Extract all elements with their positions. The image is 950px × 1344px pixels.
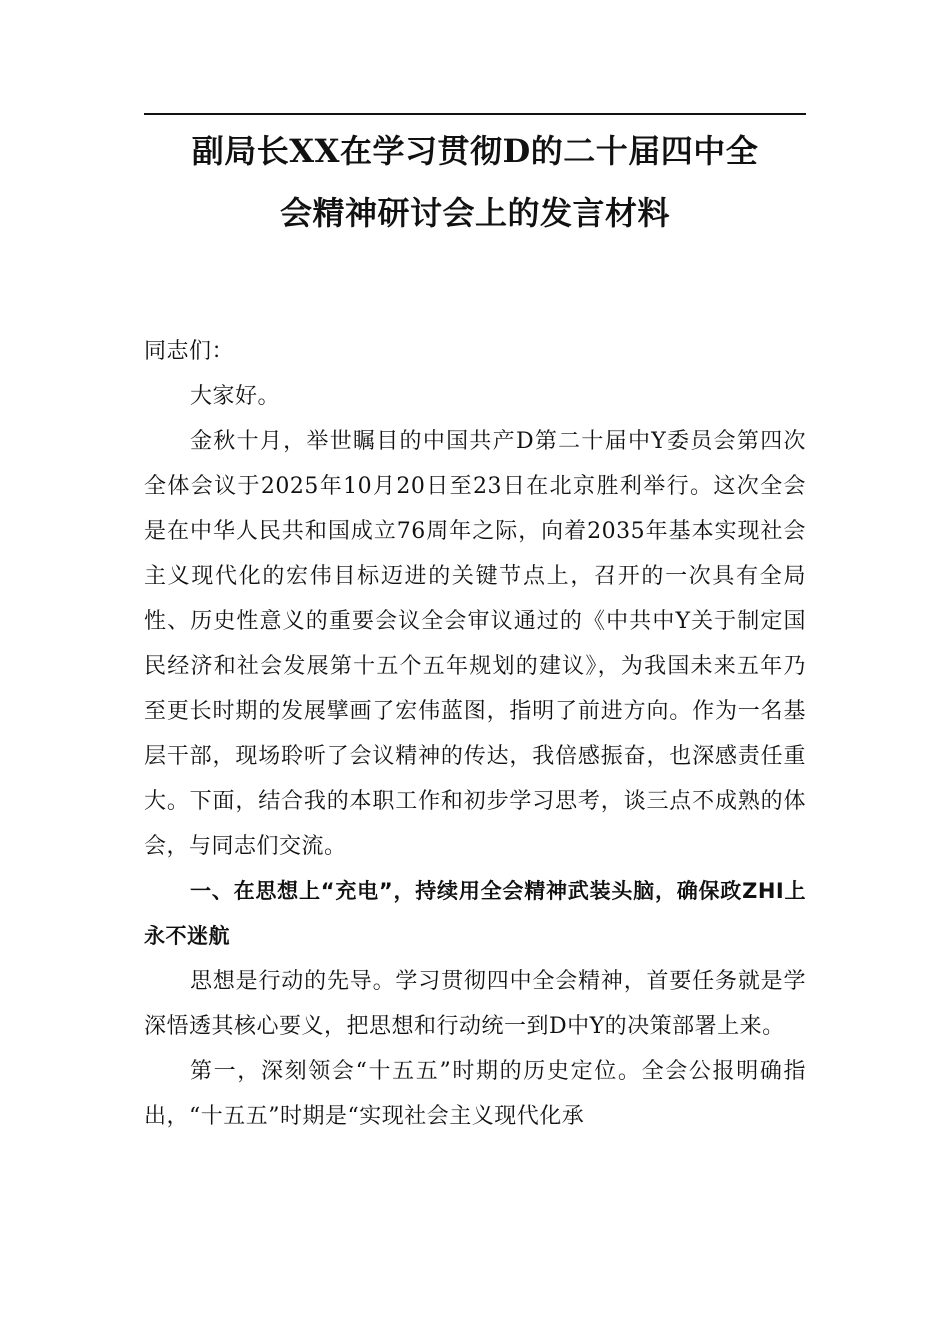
paragraph-first-point: 第一，深刻领会“十五五”时期的历史定位。全会公报明确指出，“十五五”时期是“实现社会主义现代化承 (144, 1059, 806, 1129)
top-rule (144, 113, 806, 115)
document-body (144, 329, 806, 1139)
greeting: 大家好。 (190, 384, 281, 409)
paragraph-thought: 思想是行动的先导。学习贯彻四中全会精神，首要任务就是学深悟透其核心要义，把思想和行动统一到D中Y的决策部署上来。 (144, 969, 806, 1039)
title-line-2: 会精神研讨会上的发言材料 (279, 194, 670, 232)
title-line-1: 副局长XX在学习贯彻D的二十届四中全 (191, 132, 759, 170)
paragraph-intro: 金秋十月，举世瞩目的中国共产D第二十届中Y委员会第四次全体会议于2025年10月20日至23日在北京胜利举行。这次全会是在中华人民共和国成立76周年之际，向着2035年基本实现社会主义现代化的宏伟目标迈进的关键节点上，召开的一次具有全局性、历史性意义的重要会议全会审议通过的《中共中Y关于制定国民经济和社会发展第十五个五年规划的建议》，为我国未来五年乃至更长时期的发展擘画了宏伟蓝图，指明了前进方向。作为一名基层干部，现场聆听了会议精神的传达，我倍感振奋，也深感责任重大。下面，结合我的本职工作和初步学习思考，谈三点不成熟的体会，与同志们交流。 (144, 429, 806, 859)
salutation: 同志们： (144, 339, 235, 364)
section-heading-1: 一、在思想上“充电”，持续用全会精神武装头脑，确保政ZHI上永不迷航 (144, 879, 806, 948)
document-title (144, 120, 806, 244)
